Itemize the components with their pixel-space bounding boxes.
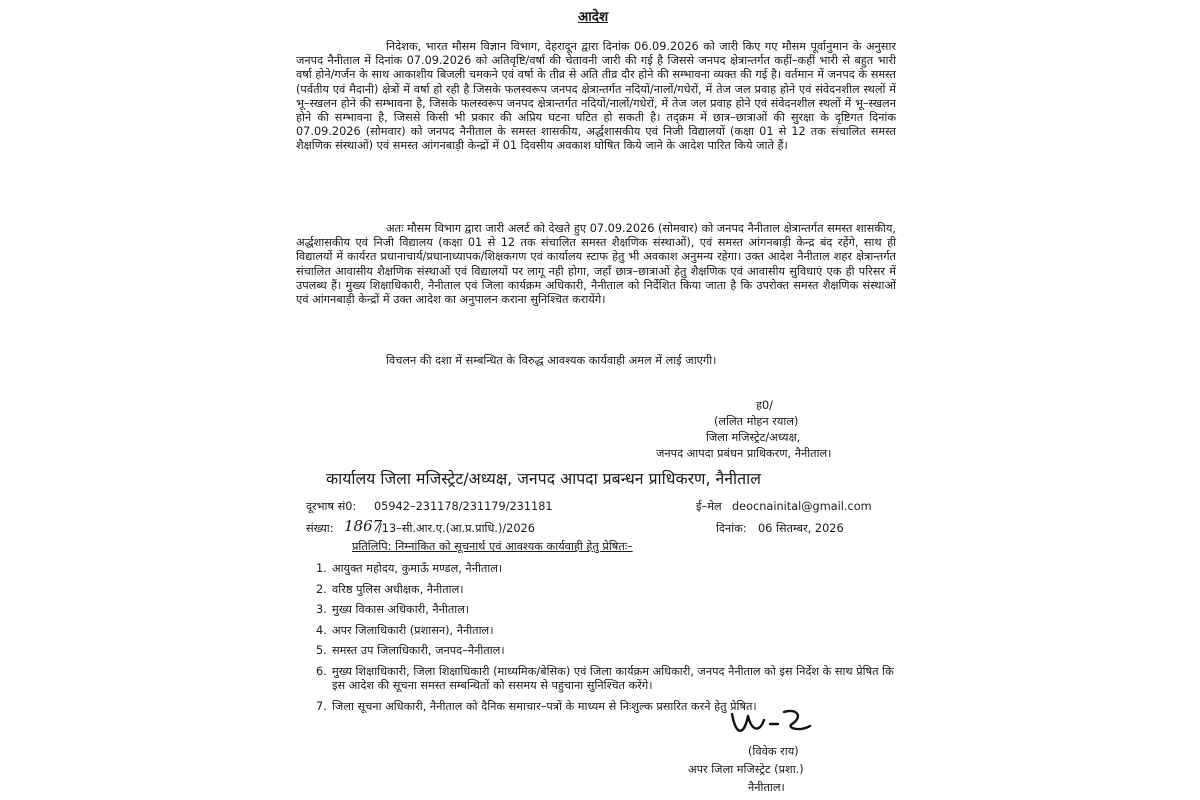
- order-paragraph-2: अतः मौसम विभाग द्वारा जारी अलर्ट को देखते हुए 07.09.2026 (सोमवार) को जनपद नैनीताल क्षेत्रान्तर्गत समस्त शासकीय, अर्द्धशासकीय एवं निजी विद्यालय (कक्षा 01 से 12 तक संचालित समस्त शैक्षणिक संस्थाओं), एवं समस्त आंगनबाड़ी केन्द्र बंद रहेंगे, साथ ही विद्यालयों में कार्यरत प्रधानाचार्य/प्रधानाध्यापक/शिक्षकगण एवं कार्यालय स्टाफ हेतु भी अवकाश अनुमन्य रहेगा। उक्त आदेश नैनीताल शहर क्षेत्रान्तर्गत संचालित आवासीय शैक्षणिक संस्थाओं एवं विद्यालयों पर लागू नही होगा, जहाँ छात्र–छात्राओं हेतु शैक्षणिक एवं आवासीय सुविधाएं एक ही परिसर में उपलब्ध हैं। मुख्य शिक्षाधिकारी, नैनीताल एवं जिला कार्यक्रम अधिकारी, नैनीताल को निर्देशित किया जाता है कि उपरोक्त समस्त शैक्षणिक संस्थाओं एवं आंगनबाड़ी केन्द्रों में उक्त आदेश का अनुपालन कराना सुनिश्चित करायेंगे।: [296, 222, 896, 307]
- list-item-text: वरिष्ठ पुलिस अधीक्षक, नैनीताल।: [332, 582, 464, 596]
- copy-heading: प्रतिलिपि: निम्नांकित को सूचनार्थ एवं आवश्यक कार्यवाही हेतु प्रेषितः–: [352, 540, 633, 553]
- list-item-text: अपर जिलाधिकारी (प्रशासन), नैनीताल।: [332, 623, 494, 637]
- email-address: deocnainital@gmail.com: [732, 500, 872, 513]
- second-signatory-name: (विवेक राय): [748, 745, 799, 758]
- list-item-number: 2.: [316, 582, 327, 596]
- copy-recipient-list: [316, 562, 896, 720]
- list-item: [316, 665, 896, 694]
- list-item-text: मुख्य शिक्षाधिकारी, जिला शिक्षाधिकारी (माध्यमिक/बेसिक) एवं जिला कार्यक्रम अधिकारी, जनपद नैनीताल को इस निर्देश के साथ प्रेषित कि इस आदेश की सूचना समस्त सम्बन्धितों को ससमय से पहुचाना सुनिश्चित करेंगे।: [332, 664, 894, 692]
- order-paragraph-3: विचलन की दशा में सम्बन्धित के विरुद्ध आवश्यक कार्यवाही अमल में लाई जाएगी।: [386, 354, 717, 367]
- second-signatory-designation: अपर जिला मजिस्ट्रेट (प्रशा.): [688, 763, 804, 776]
- list-item-number: 6.: [316, 664, 327, 678]
- reference-label: संख्या:: [306, 522, 334, 535]
- email-label: ई–मेल: [696, 500, 722, 513]
- list-item-number: 7.: [316, 699, 327, 713]
- list-item-number: 5.: [316, 644, 327, 657]
- list-item-number: 4.: [316, 623, 327, 637]
- date-value: 06 सितम्बर, 2026: [758, 522, 844, 535]
- second-signatory-place: नैनीताल।: [748, 781, 785, 794]
- handwritten-signature: [726, 706, 826, 742]
- date-label: दिनांक:: [716, 522, 747, 535]
- phone-number: 05942–231178/231179/231181: [374, 500, 553, 513]
- order-document: [296, 6, 904, 796]
- signature-mark: ह0/: [756, 399, 773, 412]
- list-item-text: जिला सूचना अधिकारी, नैनीताल को दैनिक समाचार–पत्रों के माध्यम से निःशुल्क प्रसारित करने हेतु प्रेषित।: [332, 699, 757, 713]
- list-item: [316, 603, 896, 618]
- list-item: [316, 583, 896, 598]
- list-item-text: मुख्य विकास अधिकारी, नैनीताल।: [332, 603, 470, 616]
- list-item: [316, 562, 896, 577]
- order-paragraph-1: निदेशक, भारत मौसम विज्ञान विभाग, देहरादून द्वारा दिनांक 06.09.2026 को जारी किए गए मौसम पूर्वानुमान के अनुसार जनपद नैनीताल में दिनांक 07.09.2026 को अतिवृष्टि/वर्षा की चेतावनी जारी की गई है जिससे जनपद क्षेत्रान्तर्गत कहीं–कहीं भारी से बहुत भारी वर्षा होने/गर्जन के साथ आकाशीय बिजली चमकने एवं वर्षा के तीव्र से अति तीव्र दौर होने की सम्भावना व्यक्त की गई है। वर्तमान में जनपद के समस्त (पर्वतीय एवं मैदानी) क्षेत्रों में वर्षा हो रही है जिसके फलस्वरूप जनपद क्षेत्रान्तर्गत नदियों/नालों/गधेरों, में तेज जल प्रवाह होने एवं संवेदनशील स्थलों में भू–स्खलन होने की सम्भावना है, जिसके फलस्वरूप जनपद क्षेत्रान्तर्गत नदियों/नालों/गधेरों, में तेज जल प्रवाह होने एवं संवेदनशील स्थलों में भू–स्खलन होने की सम्भावना है, जिससे किसी भी प्रकार की अप्रिय घटना घटित हो सकती है। तद्क्रम में छात्र–छात्राओं की सुरक्षा के दृष्टिगत दिनांक 07.09.2026 (सोमवार) को जनपद नैनीताल के समस्त शासकीय, अर्द्धशासकीय एवं निजी विद्यालयों (कक्षा 01 से 12 तक संचालित समस्त शैक्षणिक संस्थाओं) एवं समस्त आंगनबाड़ी केन्द्रों में 01 दिवसीय अवकाश घोषित किये जाने के आदेश पारित किये जाते हैं।: [296, 40, 896, 153]
- signatory-name: (ललित मोहन रयाल): [714, 415, 799, 428]
- list-item-text: आयुक्त महोदय, कुमाऊँ मण्डल, नैनीताल।: [332, 562, 503, 575]
- phone-label: दूरभाष सं0:: [306, 500, 357, 513]
- reference-number: 1867: [344, 517, 383, 535]
- list-item-number: 3.: [316, 603, 327, 616]
- list-item-text: समस्त उप जिलाधिकारी, जनपद–नैनीताल।: [332, 644, 505, 657]
- list-item: [316, 644, 896, 659]
- list-item: [316, 624, 896, 639]
- list-item-number: 1.: [316, 562, 327, 575]
- reference-suffix: /13–सी.आर.ए.(आ.प्र.प्राधि.)/2026: [378, 522, 535, 535]
- document-title: आदेश: [578, 9, 609, 25]
- signatory-authority: जनपद आपदा प्रबंधन प्राधिकरण, नैनीताल।: [656, 447, 832, 460]
- signatory-designation: जिला मजिस्ट्रेट/अध्यक्ष,: [706, 431, 801, 444]
- office-heading: कार्यालय जिला मजिस्ट्रेट/अध्यक्ष, जनपद आपदा प्रबन्धन प्राधिकरण, नैनीताल: [326, 469, 761, 488]
